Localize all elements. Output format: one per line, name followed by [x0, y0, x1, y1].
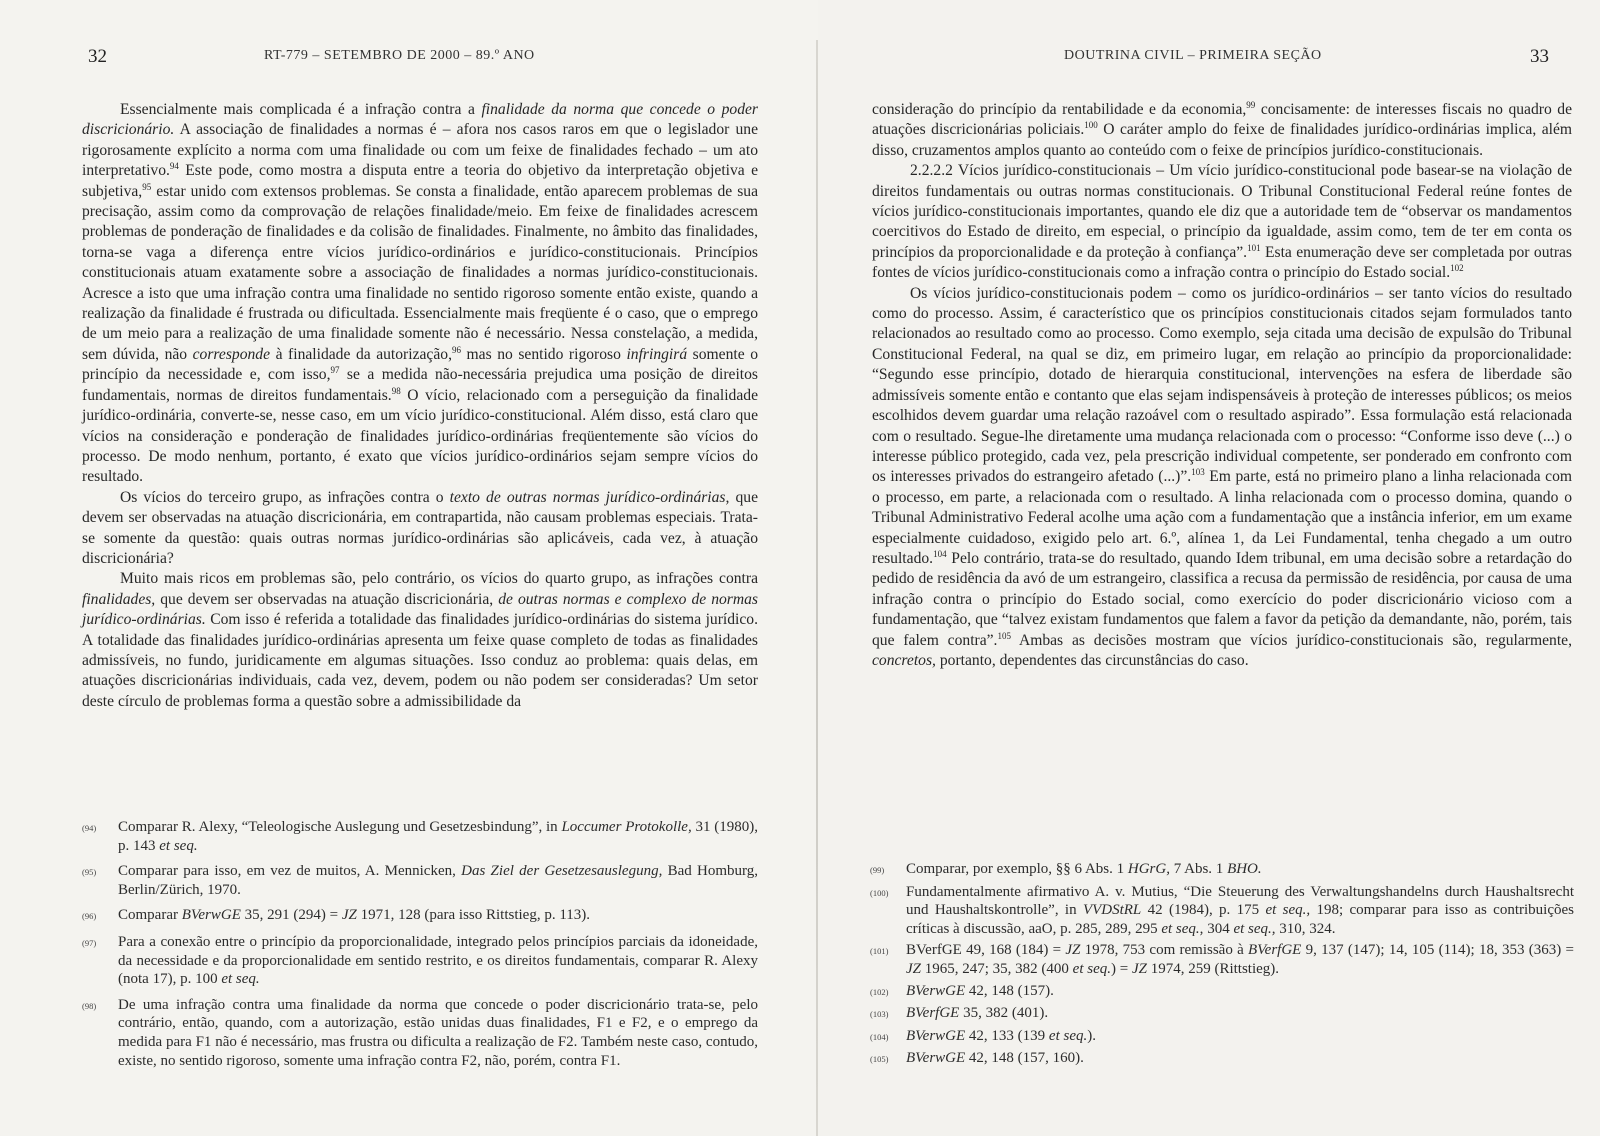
footnote: (105) BVerwGE 42, 148 (157, 160).: [870, 1050, 1084, 1067]
footnote-ref[interactable]: 95: [142, 181, 152, 192]
footnote-ref[interactable]: 100: [1084, 120, 1098, 131]
running-head: RT-779 – SETEMBRO DE 2000 – 89.º ANO: [264, 48, 535, 63]
page-number: 33: [1530, 46, 1549, 67]
footnote: (101) BVerfGE 49, 168 (184) = JZ 1978, 753 com remissão à BVerfGE 9, 137 (147); 14, 105 (114); 18, 353 (363) = JZ 1965, 247; 35, 382 (400 et seq.) = JZ 1974, 259 (Rittstieg).: [870, 942, 1574, 977]
paragraph: Essencialmente mais complicada é a infração contra a finalidade da norma que concede o poder discricionário. A associação de finalidades a normas é – afora nos casos raros em que o legislador une rigorosamente explícito a norma com uma finalidade ou com um feixe de finalidades fechado – um ato interpretativo.$^{94}$ Este pode, como mostra a disputa entre a teoria do objetivo da interpretação objetiva e subjetiva,$^{95}$ estar unido com extensos problemas. Se consta a finalidade, então aparecem problemas de sua precisação, assim como da comprovação de relações finalidade/meio. Em feixe de finalidades acrescem problemas de ponderação de finalidades e da colisão de finalidades. Finalmente, no âmbito das finalidades, torna-se vaga a diferença entre vícios jurídico-ordinários e jurídico-constitucionais. Princípios constitucionais atuam exatamente sobre a associação de finalidades a normas jurídico-constitucionais. Acresce a isto que uma infração contra uma finalidade no sentido rigoroso somente então existe, quando a realização da finalidade é frustrada ou dificultada. Essencialmente mais freqüente é o caso, que o emprego de um meio para a realização de uma finalidade somente não é necessário. Nessa constelação, a medida, sem dúvida, não corresponde à finalidade da autorização,$^{96}$ mas no sentido rigoroso infringirá somente o princípio da necessidade e, com isso,$^{97}$ se a medida não-necessária prejudica uma posição de direitos fundamentais, normas de direitos fundamentais.$^{98}$ O vício, relacionado com a perseguição da finalidade jurídico-ordinária, converte-se, nesse caso, em um vício jurídico-constitucional. Além disso, está claro que vícios na consideração e ponderação de finalidades jurídico-ordinárias freqüentemente são vícios do processo. De modo nenhum, portanto, é exato que vícios jurídico-ordinários sejam sempre vícios do resultado.: [82, 101, 758, 486]
footnote-ref[interactable]: 96: [451, 344, 461, 355]
footnote-ref[interactable]: 94: [169, 161, 179, 172]
footnote-ref[interactable]: 98: [391, 385, 401, 396]
footnote: (97) Para a conexão entre o princípio da proporcionalidade, integrado pelos princípios parciais da idoneidade, da necessidade e da proporcionalidade em sentido restrito, e os direitos fundamentais, comparar R. Alexy (nota 17), p. 100 et seq.: [82, 933, 758, 988]
right-page: [818, 0, 1600, 1136]
footnotes: [82, 818, 758, 1077]
running-head: DOUTRINA CIVIL – PRIMEIRA SEÇÃO: [1064, 48, 1322, 63]
paragraph: 2.2.2.2 Vícios jurídico-constitucionais – Um vício jurídico-constitucional pode basear-se na violação de direitos fundamentais ou outras normas constitucionais. O Tribunal Constitucional Federal reúne fontes de vícios jurídico-constitucionais importantes, quando ele diz que a autoridade tem de “observar os mandamentos coercitivos do Estado de direito, em especial, o princípio da igualdade, assim como, tem de ter em conta os princípios da proporcionalidade e da proteção à confiança”.$^{101}$ Esta enumeração deve ser completada por outras fontes de vícios jurídico-constitucionais como a infração contra o princípio do Estado social.$^{102}$: [872, 162, 1573, 282]
footnote-ref[interactable]: 105: [997, 630, 1011, 641]
footnote: (95) Comparar para isso, em vez de muitos, A. Mennicken, Das Ziel der Gesetzesauslegung, Bad Homburg, Berlin/Zürich, 1970.: [82, 863, 758, 898]
footnote: (103) BVerfGE 35, 382 (401).: [870, 1005, 1049, 1022]
paragraph: Os vícios jurídico-constitucionais podem – como os jurídico-ordinários – ser tanto vícios do resultado como do processo. Assim, é característico que os princípios constitucionais citados sejam formulados tanto relacionados ao resultado como ao processo. Como exemplo, seja citada uma decisão de expulsão do Tribunal Constitucional Federal, na qual se diz, em primeiro lugar, em relação ao princípio da proporcionalidade: “Segundo esse princípio, dotado de hierarquia constitucional, intervenções na esfera de liberdade são admissíveis somente então e contanto que elas sejam indispensáveis à proteção de interesses públicos; os meios escolhidos devem guardar uma relação razoável com o resultado aspirado”. Essa formulação está relacionada com o resultado. Segue-lhe diretamente uma mudança relacionada com o processo: “Conforme isso deve (...) o interesse público protegido, cada vez, pela prescrição individual competente, ser ponderado em confronto com os interesses privados do estrangeiro afetado (...)”.$^{103}$ Em parte, está no primeiro plano a linha relacionada com o processo, em parte, a relacionada com o resultado. A linha relacionada com o processo domina, quando o Tribunal Administrativo Federal acolhe uma ação com a fundamentação que a instância inferior, em um exame especialmente cuidadoso, exigido pelo art. 6.º, alínea 1, da Lei Fundamental, tenha chegado a um outro resultado.$^{104}$ Pelo contrário, trata-se do resultado, quando Idem tribunal, em uma decisão sobre a retardação do pedido de residência da avó de um estrangeiro, classifica a recusa da permissão de residência, por causa de uma infração contra o princípio do Estado social, como exercício do poder discricionário vicioso com a fundamentação, que “talvez existam fundamentos que falem a favor da petição da demandante, não, porém, tais que falem contra”.$^{105}$ Ambas as decisões mostram que vícios jurídico-constitucionais são, regularmente, concretos, portanto, dependentes das circunstâncias do caso.: [872, 284, 1573, 669]
footnote-ref[interactable]: 97: [330, 365, 340, 376]
paragraph: Muito mais ricos em problemas são, pelo contrário, os vícios do quarto grupo, as infrações contra finalidades, que devem ser observadas na atuação discricionária, de outras normas e complexo de normas jurídico-ordinárias. Com isso é referida a totalidade das finalidades jurídico-ordinárias do sistema jurídico. A totalidade das finalidades jurídico-ordinárias apresenta um feixe quase completo de todas as finalidades admissíveis, no fundo, juridicamente em algumas situações. Isso conduz ao problema: quais delas, em atuações discricionárias individuais, cada vez, devem, podem ou não podem ser consideradas? Um setor deste círculo de problemas forma a questão sobre a admissibilidade da: [82, 570, 758, 710]
footnote: (102) BVerwGE 42, 148 (157).: [870, 982, 1054, 999]
paragraph: consideração do princípio da rentabilidade e da economia,$^{99}$ concisamente: de interesses fiscais no quadro de atuações discricionárias policiais.$^{100}$ O caráter amplo do feixe de finalidades jurídico-ordinárias implica, além disso, cruzamentos amplos quanto ao conteúdo com o feixe de princípios jurídico-constitucionais.: [872, 100, 1573, 159]
footnote: (96) Comparar BVerwGE 35, 291 (294) = JZ 1971, 128 (para isso Rittstieg, p. 113).: [82, 907, 591, 924]
body-text: [872, 100, 1572, 671]
footnotes: [870, 860, 1574, 1072]
footnote: (99) Comparar, por exemplo, §§ 6 Abs. 1 HGrG, 7 Abs. 1 BHO.: [870, 861, 1262, 877]
footnote: (94) Comparar R. Alexy, “Teleologische Auslegung und Gesetzesbindung”, in Loccumer Protokolle, 31 (1980), p. 143 et seq.: [82, 819, 758, 854]
footnote-ref[interactable]: 104: [933, 548, 947, 559]
footnote-ref[interactable]: 101: [1247, 242, 1261, 253]
paragraph: Os vícios do terceiro grupo, as infrações contra o texto de outras normas jurídico-ordinárias, que devem ser observadas na atuação discricionária, em contrapartida, não causam problemas especiais. Trata-se somente da questão: quais outras normas jurídico-ordinárias são aplicáveis, cada vez, à atuação discricionária?: [82, 488, 758, 567]
footnote: (98) De uma infração contra uma finalidade da norma que concede o poder discricionário trata-se, pelo contrário, então, quando, com a autorização, estão unidas duas finalidades, F1 e F2, e o emprego da medida para F1 não é necessário, mas frustra ou dificulta a realização de F2. Também neste caso, contudo, existe, no sentido rigoroso, somente uma infração contra F2, não, porém, contra F1.: [82, 996, 758, 1069]
footnote-ref[interactable]: 99: [1246, 100, 1256, 110]
footnote-ref[interactable]: 103: [1191, 467, 1205, 478]
footnote-ref[interactable]: 102: [1450, 263, 1464, 274]
footnote: (100) Fundamentalmente afirmativo A. v. Mutius, “Die Steuerung des Verwaltungshandelns durch Haushaltsrecht und Haushaltskontrolle”, in VVDStRL 42 (1984), p. 175 et seq., 198; comparar para isso as contribuições críticas à discussão, aaO, p. 285, 289, 295 et seq., 304 et seq., 310, 324.: [870, 883, 1574, 937]
page-number: 32: [88, 46, 107, 67]
footnote: (104) BVerwGE 42, 133 (139 et seq.).: [870, 1027, 1096, 1044]
body-text: [82, 100, 758, 712]
